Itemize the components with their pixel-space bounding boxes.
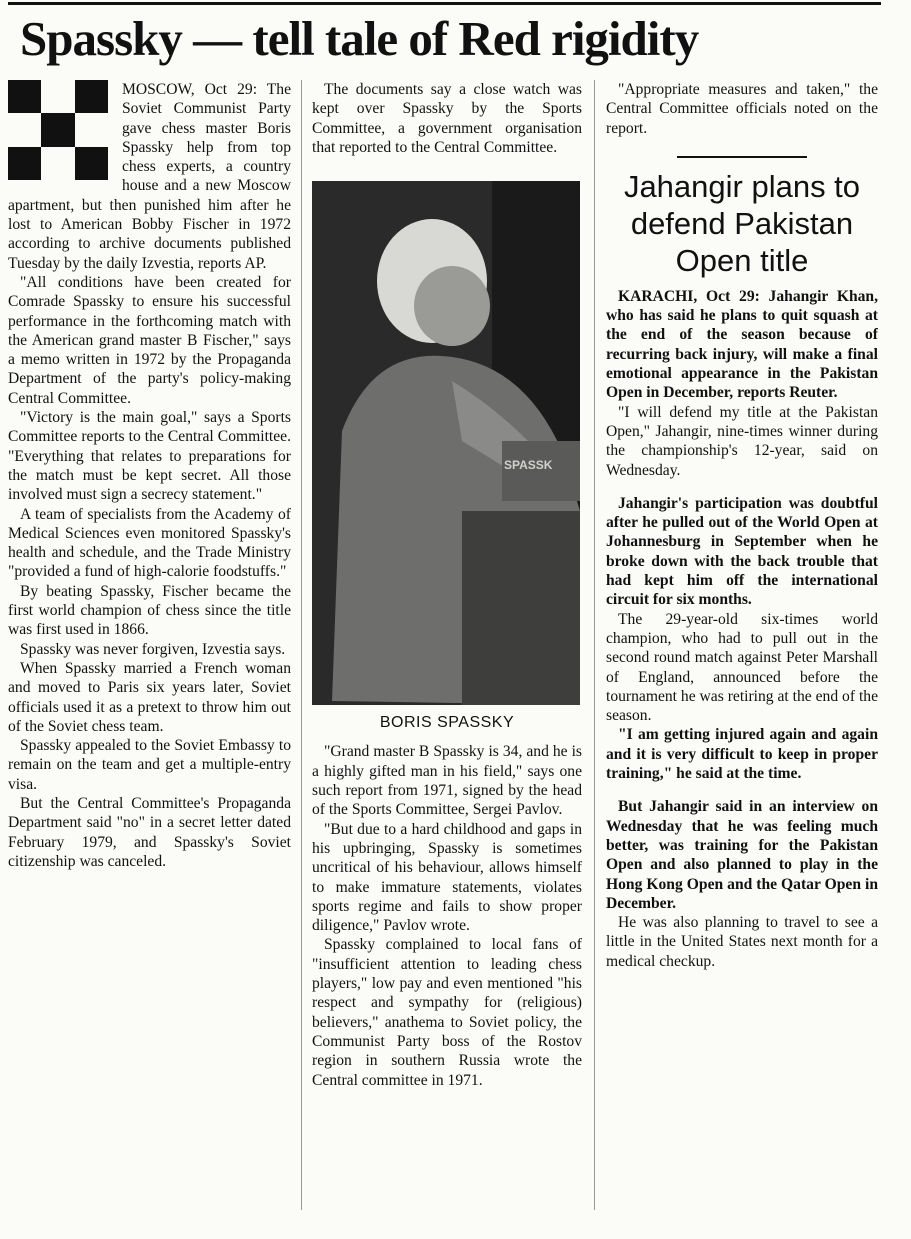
article-paragraph: The 29-year-old six-times world champion, who had to pull out in the second round match against Peter Marshall of England, announced before the tournament he was retiring at the end of the season. <box>606 610 878 725</box>
article-paragraph: "Appropriate measures and taken," the Central Committee officials noted on the report. <box>606 81 878 137</box>
top-rule <box>8 2 881 5</box>
article-paragraph: "All conditions have been created for Comrade Spassky to ensure his successful performance in the forthcoming match with the American grand master B Fischer," says a memo written in 1972 by the Propaganda Department of the party's policy-making Central Committee. <box>8 273 291 407</box>
article-paragraph: "Grand master B Spassky is 34, and he is a highly gifted man in his field," says one such report from 1971, signed by the head of the Sports Committee, Sergei Pavlov. <box>312 743 582 819</box>
article-paragraph: "I will defend my title at the Pakistan Open," Jahangir, nine-times winner during the championship's 12-year, said on Wednesday. <box>606 403 878 479</box>
article-paragraph: "Victory is the main goal," says a Sports Committee reports to the Central Committee. "Everything that relates to preparations for the match must be kept secret. All those involved must sign a secrecy statement." <box>8 409 291 504</box>
photo-sign-text: SPASSK <box>504 458 553 473</box>
jahangir-headline: Jahangir plans to defend Pakistan Open title <box>623 168 861 278</box>
photo-illustration <box>312 181 580 705</box>
article-paragraph: A team of specialists from the Academy of Medical Sciences even monitored Spassky's health and schedule, and the Trade Ministry "provided a fund of high-calorie foodstuffs." <box>8 505 291 581</box>
article-paragraph: When Spassky married a French woman and moved to Paris six years later, Soviet officials used it as a pretext to throw him out of the Soviet chess team. <box>8 659 291 735</box>
column-rule <box>594 80 595 1210</box>
article-paragraph: KARACHI, Oct 29: Jahangir Khan, who has said he plans to quit squash at the end of the season because of recurring back injury, will make a final emotional appearance in the Pakistan Open in December, reports Reuter. <box>606 287 878 402</box>
article-paragraph: But Jahangir said in an interview on Wednesday that he was feeling much better, was training for the Pakistan Open and also planned to play in the Hong Kong Open and the Qatar Open in December. <box>606 798 878 912</box>
section-divider <box>677 156 807 158</box>
photo-caption: BORIS SPASSKY <box>379 714 515 732</box>
column-1 <box>8 80 291 1210</box>
article-paragraph: He was also planning to travel to see a little in the United States next month for a medical checkup. <box>606 914 878 970</box>
article-paragraph: Spassky appealed to the Soviet Embassy to remain on the team and get a multiple-entry visa. <box>8 737 291 793</box>
column-rule <box>301 80 302 1210</box>
article-paragraph: Jahangir's participation was doubtful after he pulled out of the World Open at Johannesburg in September when he broke down with the back trouble that had kept him off the international circuit for six months. <box>606 494 878 609</box>
article-paragraph: MOSCOW, Oct 29: The Soviet Communist Party gave chess master Boris Spassky help from top chess experts, a country house and a new Moscow apartment, but then punished him after he lost to American Bobby Fischer in 1972 according to archive documents published Tuesday by the daily Izvestia, reports AP. <box>8 81 291 272</box>
column-2 <box>312 80 582 1210</box>
article-paragraph: But the Central Committee's Propaganda Department said "no" in a secret letter dated February 1979, and Spassky's Soviet citizenship was canceled. <box>8 794 291 870</box>
article-paragraph: By beating Spassky, Fischer became the first world champion of chess since the title was first used in 1866. <box>8 582 291 639</box>
spassky-photo <box>312 181 580 705</box>
headline: Spassky — tell tale of Red rigidity <box>20 11 699 66</box>
article-paragraph: "I am getting injured again and again and it is very difficult to keep in proper training," he said at the time. <box>606 726 878 783</box>
article-paragraph: The documents say a close watch was kept over Spassky by the Sports Committee, a government organisation that reported to the Central Committee. <box>312 81 582 156</box>
chessboard-logo <box>8 80 108 180</box>
article-paragraph: "But due to a hard childhood and gaps in his upbringing, Spassky is sometimes uncritical of his behaviour, allows himself to make immature statements, violates sports regime and fails to show proper diligence," Pavlov wrote. <box>312 820 582 935</box>
column-3 <box>606 80 878 1210</box>
article-paragraph: Spassky was never forgiven, Izvestia says. <box>20 640 286 658</box>
article-paragraph: Spassky complained to local fans of "insufficient attention to leading chess players," low pay and even mentioned "his respect and sympathy for (religious) believers," anathema to Soviet policy, the Communist Party boss of the Rostov region in southern Russia wrote the Central committee in 1971. <box>312 936 582 1089</box>
